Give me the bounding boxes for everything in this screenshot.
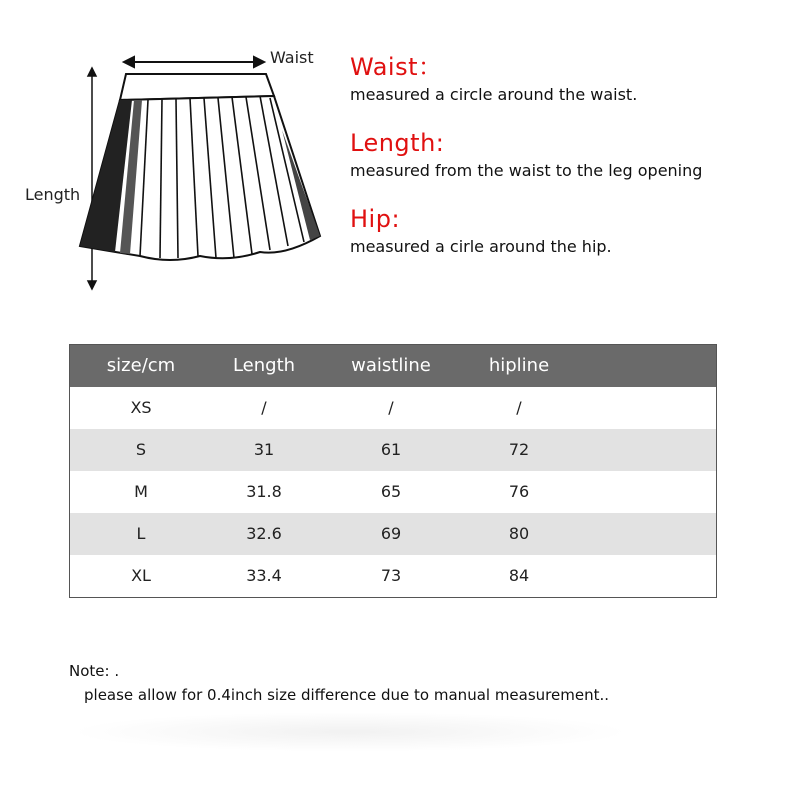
table-row [70, 429, 717, 471]
cell-waistline: 69 [316, 513, 466, 555]
cell-length: / [261, 398, 267, 417]
cell-length: 32.6 [212, 513, 316, 555]
length-arrow [88, 68, 96, 289]
definition-hip [350, 204, 770, 258]
size-chart-table [69, 344, 717, 598]
measurement-definitions [350, 52, 770, 280]
table-row [70, 555, 717, 598]
header-length: Length [232, 355, 296, 377]
header-empty [572, 345, 717, 387]
definition-text: measured from the waist to the leg opening [350, 161, 703, 180]
definition-length [350, 128, 770, 182]
cell-empty [572, 513, 717, 555]
cell-hipline: 76 [508, 482, 530, 501]
definition-text: measured a circle around the waist. [350, 85, 638, 104]
header-waistline: waistline [351, 355, 431, 377]
note-text: please allow for 0.4inch size difference due to manual measurement.. [84, 686, 610, 704]
cell-waistline: 73 [380, 566, 402, 585]
cell-hipline: 72 [466, 429, 572, 471]
table-header-row [70, 345, 717, 387]
cell-waistline: 61 [316, 429, 466, 471]
definition-title: Length: [350, 129, 445, 157]
header-hipline: hipline [488, 355, 550, 377]
skirt-diagram [20, 40, 340, 300]
header-size: size/cm [106, 355, 176, 377]
table-row [70, 471, 717, 513]
cell-size: L [70, 513, 213, 555]
table-row [70, 513, 717, 555]
cell-length: 33.4 [246, 566, 282, 585]
cell-empty [572, 429, 717, 471]
table-row [70, 387, 717, 429]
definition-waist [350, 52, 770, 106]
definition-text: measured a cirle around the hip. [350, 237, 612, 256]
definition-title: Waist： [350, 53, 443, 81]
waist-label: Waist [270, 48, 314, 67]
cell-waistline: 65 [380, 482, 402, 501]
definition-title: Hip: [350, 205, 401, 233]
cell-size: XS [130, 398, 152, 417]
note-label: Note: . [69, 662, 120, 680]
pleated-skirt-illustration [20, 40, 340, 300]
waist-arrow [124, 57, 264, 67]
cell-hipline: 84 [508, 566, 530, 585]
cell-size: S [70, 429, 213, 471]
cell-hipline: / [516, 398, 522, 417]
cell-waistline: / [388, 398, 394, 417]
cell-size: M [134, 482, 148, 501]
cell-length: 31 [212, 429, 316, 471]
cell-size: XL [131, 566, 151, 585]
background-smudge [70, 712, 630, 752]
cell-empty [572, 555, 717, 598]
cell-hipline: 80 [466, 513, 572, 555]
cell-length: 31.8 [246, 482, 282, 501]
cell-empty [572, 471, 717, 513]
length-label: Length [25, 185, 81, 204]
cell-empty [572, 387, 717, 429]
